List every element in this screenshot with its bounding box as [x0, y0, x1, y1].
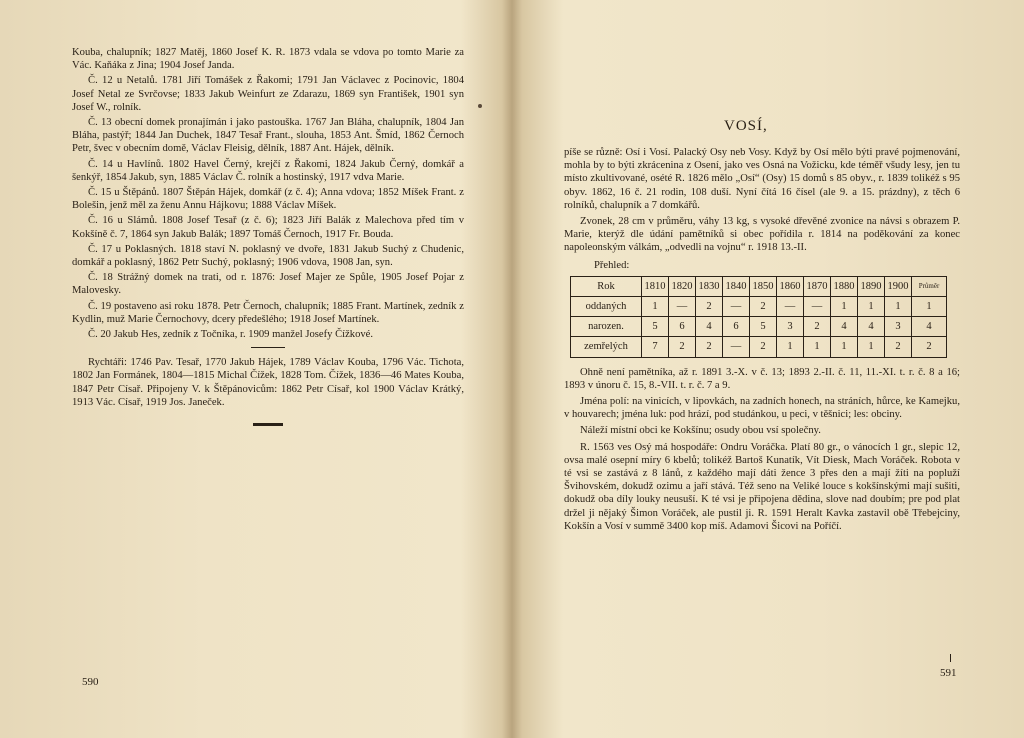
page-number-right: 591 [940, 667, 957, 679]
paragraph: Č. 20 Jakub Hes, zedník z Točníka, r. 1909 manžel Josefy Čížkové. [88, 329, 374, 341]
table-cell: — [804, 297, 831, 317]
jmena-paragraph: Jména polí: na vinicích, v lipovkách, na zadních honech, na stráních, hůrce, ke Kamejku, v houvarech; jména luk: pod hrází, pod studánkou, u peci, v těšnici; les: obciny. [564, 396, 960, 421]
section-end-rule [253, 423, 283, 426]
table-cell: 6 [669, 317, 696, 337]
table-cell: 2 [804, 317, 831, 337]
table-cell: — [669, 297, 696, 317]
table-cell: 1 [804, 337, 831, 357]
table-header-row [571, 276, 947, 296]
table-cell: 2 [669, 337, 696, 357]
rychtari-paragraph: Rychtáři: 1746 Pav. Tesař, 1770 Jakub Hájek, 1789 Václav Kouba, 1796 Vác. Tichota, 1802 Jan Formánek, 1804—1815 Michal Čížek, 1828 Tom. Čížek, 1836—46 Mates Kouba, 1847 Petr Císař. Připojeny V. k Štěpánovicům: 1862 Petr Císař, kol 1900 Václav Krátký, 1913 Vác. Císař, 1919 Jos. Janeček. [72, 357, 464, 408]
table-cell: 2 [885, 337, 912, 357]
right-page-text [564, 146, 960, 536]
table-cell: 1 [831, 297, 858, 317]
history-paragraph: R. 1563 ves Osý má hospodáře: Ondru Voráčka. Platí 80 gr., o vánocích 1 gr., slepic 12, ovsa malé osepní míry 6 kbelů; tolikéž Bartoš Kunatík, Vít Diesk, Mach Voráček. Robota v té vsi se zastává z 8 lánů, z každého mají dáti žence 3 přes den a mají žíti na popluží Švihovském, dokudž ozimu a jaří stává. Též seno na Veliké louce s kokšínskými mají sušiti, dokudž oba díly louky neusuší. K té vsi je připojena dědina, slove nad doubím; pre pod plat držel ji nějaký Šimon Voráček, ale pustil ji. R. 1591 Heralt Kavka zastavil obě Třebejciny, Kokšín a Vosí v summě 3400 kop míš. Adamovi Šicovi na Poříčí. [564, 441, 960, 532]
table-cell: 2 [696, 337, 723, 357]
paragraph: Č. 17 u Poklasných. 1818 staví N. poklasný ve dvoře, 1831 Jakub Suchý z Chudenic, domkář a poklasný, 1862 Petr Suchý, poklasný; 1906 vdova, 1908 Jan, syn. [72, 243, 464, 269]
zvonek-paragraph: Zvonek, 28 cm v průměru, váhy 13 kg, s vysoké dřevěné zvonice na návsi s obrazem P. Marie, kterýž dle údání pamětníků si obec pořídila r. 1814 na poděkování za konec napoleonským válkám, „odvedli na vojnu“ r. 1918 13.-II. [564, 216, 960, 254]
table-cell: — [723, 297, 750, 317]
prehled-label: Přehled: [594, 259, 630, 271]
average-cell: 4 [912, 317, 947, 337]
table-cell: 1 [885, 297, 912, 317]
table-cell: 1 [777, 337, 804, 357]
table-cell: 5 [642, 317, 669, 337]
paragraph: Č. 12 u Netalů. 1781 Jiří Tomášek z Řakomi; 1791 Jan Václavec z Pocinovic, 1804 Josef Netal ze Svrčovse; 1833 Jakub Weinfurt ze Zdarazu, 1869 syn František, 1901 syn Josef W., rolník. [72, 75, 464, 113]
row-label: zemřelých [571, 337, 642, 357]
row-label: oddaných [571, 297, 642, 317]
ohne-paragraph: Ohně není pamětníka, až r. 1891 3.-X. v č. 13; 1893 2.-II. č. 11, 11.-XI. t. r. č. 8 a 16; 1893 v únoru č. 15, 8.-VII. t. r. č. 7 a 9. [564, 366, 960, 391]
left-page [0, 0, 500, 738]
table-cell: 4 [858, 317, 885, 337]
row-label: narozen. [571, 317, 642, 337]
intro-paragraph: píše se různě: Osí i Vosí. Palacký Osy neb Vosy. Když by Osí mělo býti pravé pojmenování, mohla by to býti zkrácenina z Osení, jako ves Osná na Vožicku, kde téměř všudy lesy, jen tu místo zkultivované, osété R. 1826 mělo „Osí“ (Osy) 15 domů s 85 obyv., r. 1839 tolikéž s 95 obyv. 1862, 16 č. 21 rodin, 108 duší. Nyní čítá 16 čísel (ale 9. a 15. prázdny), z těch 6 rolníků, chalupník a 7 domkářů. [564, 147, 960, 211]
average-header: Průměr [912, 276, 947, 296]
paragraph: Č. 13 obecní domek pronajímán i jako pastouška. 1767 Jan Bláha, chalupník, 1804 Jan Bláha, pastýř; 1844 Jan Duchek, 1847 Tesař Frant., slouha, 1853 Ant. Šmíd, 1862 Černoch Petr, švec v obecním domě, Václav Fleisig, dělník, 1887 Ant. Hájek, dělník. [72, 117, 464, 155]
average-cell: 2 [912, 337, 947, 357]
table-cell: 4 [831, 317, 858, 337]
year-cell: 1860 [777, 276, 804, 296]
nalezi-paragraph: Náleží místní obci ke Kokšínu; osudy obou vsí společny. [580, 425, 821, 437]
table-cell: — [777, 297, 804, 317]
table-cell: 2 [750, 297, 777, 317]
table-cell: 7 [642, 337, 669, 357]
table-cell: 2 [750, 337, 777, 357]
year-cell: 1900 [885, 276, 912, 296]
year-cell: 1830 [696, 276, 723, 296]
paragraph: Kouba, chalupník; 1827 Matěj, 1860 Josef K. R. 1873 vdala se vdova po tomto Marie za Vác. Kaňáka z Jina; 1904 Josef Janda. [72, 47, 464, 72]
table-cell: — [723, 337, 750, 357]
table-row [571, 317, 947, 337]
section-title: VOSÍ, [724, 118, 768, 134]
table-cell: 6 [723, 317, 750, 337]
table-cell: 3 [885, 317, 912, 337]
year-cell: 1820 [669, 276, 696, 296]
paragraph: Č. 15 u Štěpánů. 1807 Štěpán Hájek, domkář (z č. 4); Anna vdova; 1852 Míšek Frant. z Bolešin, jenž měl za ženu Annu Hájkovu; 1888 Václav Míšek. [72, 187, 464, 212]
year-cell: 1840 [723, 276, 750, 296]
year-cell: 1880 [831, 276, 858, 296]
page-number-left: 590 [82, 676, 99, 688]
table-corner: Rok [571, 276, 642, 296]
left-page-text [72, 46, 464, 426]
table-cell: 5 [750, 317, 777, 337]
statistics-table [570, 276, 947, 358]
year-cell: 1850 [750, 276, 777, 296]
paragraph: Č. 16 u Slámů. 1808 Josef Tesař (z č. 6); 1823 Jiří Balák z Malechova před tím v Kokšíně č. 7, 1864 syn Jakub Balák; 1897 Tomáš Černoch, 1917 Fr. Bouda. [72, 215, 464, 240]
right-page [512, 0, 1024, 738]
average-cell: 1 [912, 297, 947, 317]
paragraph: Č. 19 postaveno asi roku 1878. Petr Černoch, chalupník; 1885 Frant. Martínek, zedník z Kydlin, muž Marie Černochovy, dcery předešlého; 1918 Josef Martínek. [72, 300, 464, 325]
paragraph: Č. 18 Strážný domek na trati, od r. 1876: Josef Majer ze Spůle, 1905 Josef Pojar z Malovesky. [72, 272, 464, 297]
table-cell: 1 [858, 297, 885, 317]
year-cell: 1810 [642, 276, 669, 296]
paragraph: Č. 14 u Havlínů. 1802 Havel Černý, krejčí z Řakomi, 1824 Jakub Černý, domkář a šenkýř, 1854 Jakub, syn, 1885 Václav Č. rolník a hostinský, 1917 vdva Marie. [72, 158, 464, 183]
ink-tick [950, 654, 951, 662]
table-row [571, 297, 947, 317]
ink-dot [478, 104, 482, 108]
table-cell: 2 [696, 297, 723, 317]
table-cell: 1 [858, 337, 885, 357]
table-cell: 1 [642, 297, 669, 317]
divider [251, 347, 285, 348]
table-cell: 3 [777, 317, 804, 337]
table-cell: 4 [696, 317, 723, 337]
table-row [571, 337, 947, 357]
year-cell: 1890 [858, 276, 885, 296]
table-cell: 1 [831, 337, 858, 357]
year-cell: 1870 [804, 276, 831, 296]
